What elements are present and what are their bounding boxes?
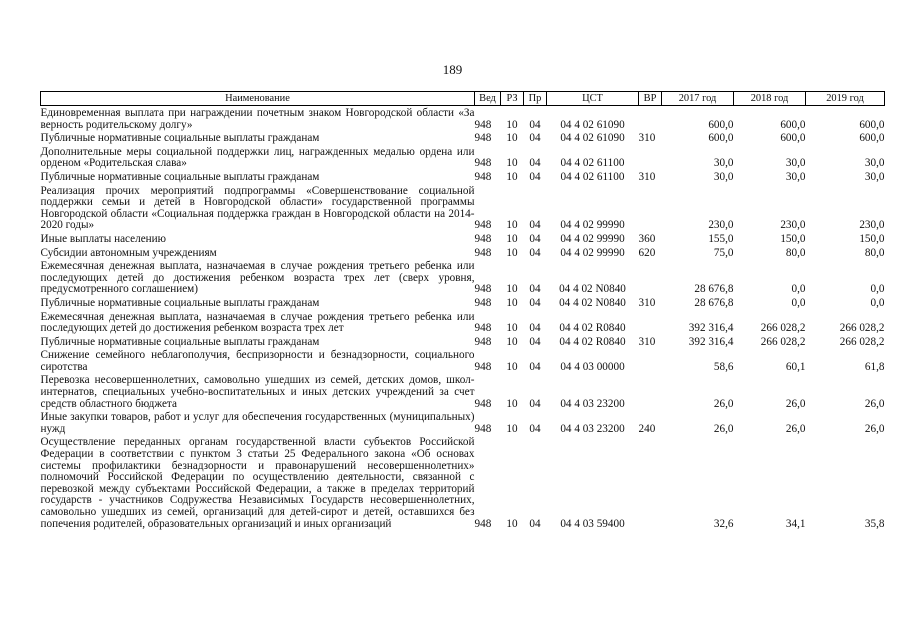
table-row: [41, 259, 885, 296]
header-rz: РЗ: [501, 92, 524, 106]
row-vr: [639, 435, 662, 530]
row-pr: 04: [529, 296, 541, 309]
row-rz: 10: [506, 422, 518, 435]
row-value-2018: 30,0: [785, 170, 806, 183]
row-value-2017: 28 676,8: [694, 296, 734, 309]
row-vr: 310: [638, 132, 656, 145]
row-value-2018: 266 028,2: [760, 322, 806, 335]
row-vr: 310: [638, 296, 656, 309]
row-name: Дополнительные меры социальной поддержки лиц, награжденных медалью ордена или орденом «Родительская слава»: [40, 145, 475, 170]
row-value-2017: 30,0: [713, 157, 734, 170]
row-value-2019: 30,0: [864, 157, 885, 170]
row-ved: 948: [474, 232, 492, 245]
row-cst: 04 4 03 59400: [560, 517, 625, 530]
row-vr: [639, 373, 662, 410]
row-ved: 948: [474, 283, 492, 296]
row-rz: 10: [506, 132, 518, 145]
row-vr: 310: [638, 335, 656, 348]
row-value-2017: 26,0: [713, 397, 734, 410]
row-rz: 10: [506, 322, 518, 335]
table-body: [41, 106, 885, 531]
row-name: Ежемесячная денежная выплата, назначаемая в случае рождения третьего ребенка или последующих детей до достижения ребенком возраста трех лет (сверх уровня, предусмотренного соглашением): [40, 260, 475, 296]
row-cst: 04 4 02 61100: [560, 170, 625, 183]
row-value-2018: 0,0: [791, 296, 806, 309]
row-rz: 10: [506, 296, 518, 309]
row-pr: 04: [529, 232, 541, 245]
row-value-2018: 0,0: [791, 283, 806, 296]
row-pr: 04: [529, 517, 541, 530]
row-name: Публичные нормативные социальные выплаты гражданам: [40, 335, 320, 348]
row-pr: 04: [529, 170, 541, 183]
table-row: [41, 296, 885, 310]
row-value-2017: 230,0: [708, 219, 734, 232]
row-value-2017: 600,0: [708, 118, 734, 131]
header-cst: ЦСТ: [547, 92, 639, 106]
row-cst: 04 4 02 99990: [560, 219, 625, 232]
row-cst: 04 4 02 N0840: [559, 283, 626, 296]
row-ved: 948: [474, 397, 492, 410]
row-rz: 10: [506, 283, 518, 296]
row-value-2019: 26,0: [864, 397, 885, 410]
row-name: Ежемесячная денежная выплата, назначаемая в случае рождения третьего ребенка или последующих детей до достижения ребенком возраста трех лет: [40, 310, 475, 335]
table-row: [41, 106, 885, 132]
row-pr: 04: [529, 157, 541, 170]
row-pr: 04: [529, 397, 541, 410]
row-value-2018: 600,0: [780, 118, 806, 131]
row-rz: 10: [506, 517, 518, 530]
row-name: Реализация прочих мероприятий подпрограммы «Совершенствование социальной поддержки семьи и детей в Новгородской области» государственной программы Новгородской области «Социальная поддержка граждан в Новгородской области на 2014-2020 годы»: [40, 184, 475, 232]
row-value-2017: 155,0: [708, 232, 734, 245]
row-ved: 948: [474, 296, 492, 309]
table-row: [41, 373, 885, 410]
row-rz: 10: [506, 360, 518, 373]
table-header-row: [41, 92, 885, 106]
row-cst: 04 4 02 99990: [560, 246, 625, 259]
row-value-2017: 58,6: [713, 360, 734, 373]
row-ved: 948: [474, 517, 492, 530]
row-cst: 04 4 03 23200: [560, 422, 625, 435]
row-pr: 04: [529, 118, 541, 131]
row-pr: 04: [529, 219, 541, 232]
row-cst: 04 4 02 61090: [560, 132, 625, 145]
row-value-2018: 230,0: [780, 219, 806, 232]
row-vr: [639, 348, 662, 373]
row-ved: 948: [474, 335, 492, 348]
table-row: [41, 435, 885, 530]
row-ved: 948: [474, 322, 492, 335]
row-value-2019: 80,0: [864, 246, 885, 259]
row-value-2019: 61,8: [864, 360, 885, 373]
row-cst: 04 4 03 23200: [560, 397, 625, 410]
row-value-2017: 32,6: [713, 517, 734, 530]
row-rz: 10: [506, 219, 518, 232]
row-rz: 10: [506, 118, 518, 131]
row-pr: 04: [529, 335, 541, 348]
header-ved: Вед: [475, 92, 501, 106]
row-cst: 04 4 03 00000: [560, 360, 625, 373]
row-ved: 948: [474, 170, 492, 183]
row-ved: 948: [474, 219, 492, 232]
row-vr: 240: [638, 422, 656, 435]
row-value-2018: 34,1: [785, 517, 806, 530]
table-row: [41, 184, 885, 232]
row-cst: 04 4 02 99990: [560, 232, 625, 245]
row-value-2019: 26,0: [864, 422, 885, 435]
row-value-2017: 392 316,4: [688, 335, 734, 348]
row-name: Публичные нормативные социальные выплаты гражданам: [40, 170, 320, 183]
row-vr: [639, 259, 662, 296]
header-2019: 2019 год: [806, 92, 885, 106]
row-value-2017: 600,0: [708, 132, 734, 145]
row-vr: 310: [638, 170, 656, 183]
row-value-2017: 26,0: [713, 422, 734, 435]
header-2018: 2018 год: [734, 92, 806, 106]
table-row: [41, 310, 885, 335]
table-row: [41, 145, 885, 170]
row-ved: 948: [474, 246, 492, 259]
table-row: [41, 348, 885, 373]
row-value-2019: 266 028,2: [839, 322, 885, 335]
row-ved: 948: [474, 422, 492, 435]
row-name: Публичные нормативные социальные выплаты гражданам: [40, 132, 320, 145]
row-name: Иные закупки товаров, работ и услуг для обеспечения государственных (муниципальных) нужд: [40, 411, 475, 435]
row-pr: 04: [529, 422, 541, 435]
row-value-2018: 266 028,2: [760, 335, 806, 348]
row-value-2017: 30,0: [713, 170, 734, 183]
row-name: Перевозка несовершеннолетних, самовольно ушедших из семей, детских домов, школ-интернатов, специальных учебно-воспитательных и иных детских учреждений за счет средств областного бюджета: [40, 374, 475, 410]
row-vr: 620: [638, 246, 656, 259]
row-name: Публичные нормативные социальные выплаты гражданам: [40, 296, 320, 309]
row-value-2018: 26,0: [785, 397, 806, 410]
row-value-2019: 30,0: [864, 170, 885, 183]
row-cst: 04 4 02 R0840: [559, 335, 626, 348]
row-value-2018: 150,0: [780, 232, 806, 245]
row-value-2018: 26,0: [785, 422, 806, 435]
table-row: [41, 232, 885, 246]
row-ved: 948: [474, 118, 492, 131]
row-name: Иные выплаты населению: [40, 232, 166, 245]
row-vr: [639, 310, 662, 335]
row-ved: 948: [474, 157, 492, 170]
row-value-2019: 230,0: [859, 219, 885, 232]
row-rz: 10: [506, 246, 518, 259]
table-row: [41, 246, 885, 260]
row-value-2019: 600,0: [859, 118, 885, 131]
row-cst: 04 4 02 61100: [560, 157, 625, 170]
row-cst: 04 4 02 R0840: [559, 322, 626, 335]
row-ved: 948: [474, 132, 492, 145]
row-name: Снижение семейного неблагополучия, беспризорности и безнадзорности, социального сиротства: [40, 349, 475, 373]
row-cst: 04 4 02 61090: [560, 118, 625, 131]
row-value-2019: 0,0: [870, 283, 885, 296]
row-value-2017: 75,0: [713, 246, 734, 259]
row-vr: [639, 106, 662, 132]
row-value-2019: 35,8: [864, 517, 885, 530]
row-value-2018: 600,0: [780, 132, 806, 145]
row-vr: [639, 184, 662, 232]
header-name: Наименование: [41, 92, 475, 106]
row-value-2019: 150,0: [859, 232, 885, 245]
row-rz: 10: [506, 170, 518, 183]
page-number: 189: [442, 62, 463, 77]
row-name: Субсидии автономным учреждениям: [40, 246, 217, 259]
row-value-2017: 392 316,4: [688, 322, 734, 335]
row-value-2019: 266 028,2: [839, 335, 885, 348]
header-pr: Пр: [524, 92, 547, 106]
row-rz: 10: [506, 157, 518, 170]
budget-table: [40, 91, 885, 530]
header-2017: 2017 год: [662, 92, 734, 106]
row-pr: 04: [529, 360, 541, 373]
row-rz: 10: [506, 335, 518, 348]
row-vr: 360: [638, 232, 656, 245]
row-value-2018: 80,0: [785, 246, 806, 259]
row-pr: 04: [529, 322, 541, 335]
row-pr: 04: [529, 283, 541, 296]
row-cst: 04 4 02 N0840: [559, 296, 626, 309]
row-ved: 948: [474, 360, 492, 373]
row-name: Единовременная выплата при награждении почетным знаком Новгородской области «За верность родительскому долгу»: [40, 107, 475, 131]
row-rz: 10: [506, 232, 518, 245]
table-row: [41, 410, 885, 435]
table-row: [41, 335, 885, 349]
row-vr: [639, 145, 662, 170]
row-pr: 04: [529, 246, 541, 259]
header-vr: ВР: [639, 92, 662, 106]
row-value-2019: 0,0: [870, 296, 885, 309]
row-value-2018: 60,1: [785, 360, 806, 373]
row-value-2017: 28 676,8: [694, 283, 734, 296]
table-row: [41, 170, 885, 184]
row-value-2018: 30,0: [785, 157, 806, 170]
row-pr: 04: [529, 132, 541, 145]
row-value-2019: 600,0: [859, 132, 885, 145]
row-rz: 10: [506, 397, 518, 410]
table-row: [41, 131, 885, 145]
row-name: Осуществление переданных органам государственной власти субъектов Российской Федерации в соответствии с пунктом 3 статьи 25 Федерального закона «Об основах системы профилактики безнадзорности и правонарушений несовершеннолетних» полномочий Российской Федерации по осуществлению деятельности, связанной с перевозкой между субъектами Российской Федерации, а также в пределах территорий государств - участников Содружества Независимых Государств несовершеннолетних, самовольно ушедших из семей, организаций для детей-сирот и детей, оставшихся без попечения родителей, образовательных организаций и иных организаций: [40, 436, 475, 530]
